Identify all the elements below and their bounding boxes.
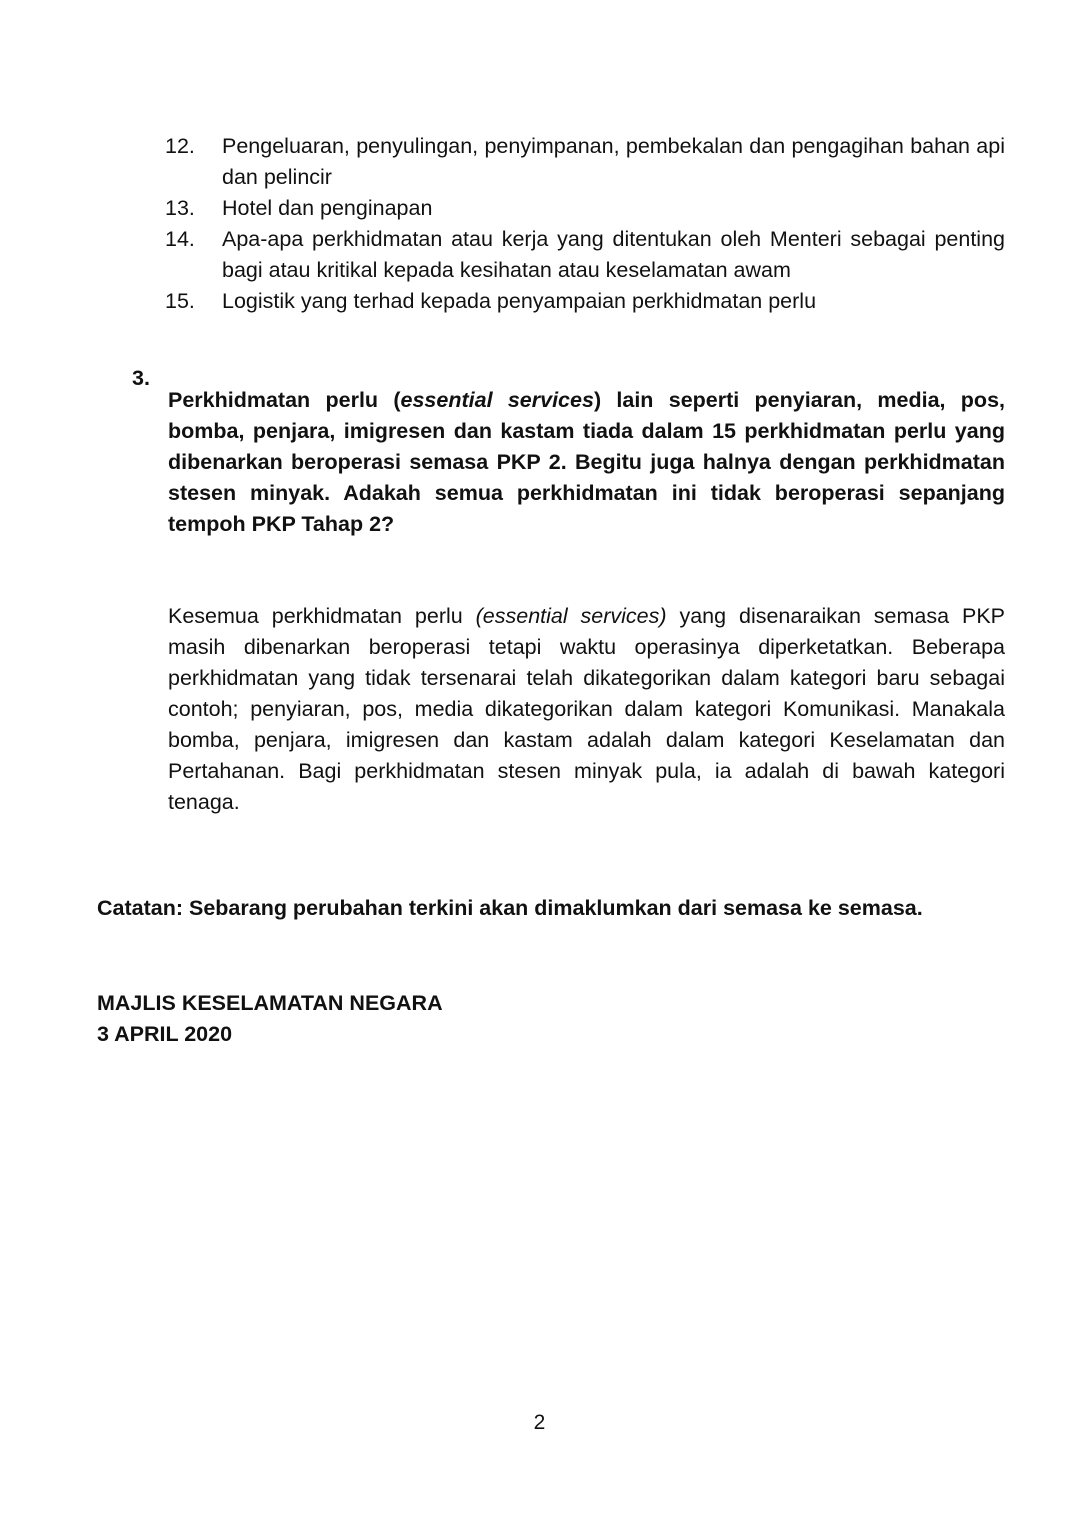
answer-text-part2: yang disenaraikan semasa PKP masih dibenarkan beroperasi tetapi waktu operasinya diperketatkan. Beberapa perkhidmatan yang tidak tersenarai telah dikategorikan dalam kategori baru sebagai contoh; penyiaran, pos, media dikategorikan dalam kategori Komunikasi. Manakala bomba, penjara, imigresen dan kastam adalah dalam kategori Keselamatan dan Pertahanan. Bagi perkhidmatan stesen minyak pula, ia adalah di bawah kategori tenaga. <box>168 604 1006 814</box>
answer-paragraph <box>168 601 1005 818</box>
question-text-part2: ) lain seperti penyiaran, media, pos, bomba, penjara, imigresen dan kastam tiada dalam 15 perkhidmatan perlu yang dibenarkan beroperasi semasa PKP 2. Begitu juga halnya dengan perkhidmatan stesen minyak. Adakah semua perkhidmatan ini tidak beroperasi sepanjang tempoh PKP Tahap 2? <box>168 387 1005 536</box>
question-text-part1: Perkhidmatan perlu ( <box>168 387 401 412</box>
list-item-number: 12. <box>165 134 195 158</box>
page-number: 2 <box>533 1411 546 1434</box>
list-item-number: 13. <box>165 196 195 220</box>
list-item-number: 15. <box>165 289 195 313</box>
list-item-text: Logistik yang terhad kepada penyampaian perkhidmatan perlu <box>222 289 817 313</box>
signature-date: 3 APRIL 2020 <box>97 1022 233 1046</box>
list-item-text: Pengeluaran, penyulingan, penyimpanan, pembekalan dan pengagihan bahan api dan pelincir <box>222 134 1005 189</box>
question-number: 3. <box>132 366 150 390</box>
list-item-text: Apa-apa perkhidmatan atau kerja yang ditentukan oleh Menteri sebagai penting bagi atau kritikal kepada kesihatan atau keselamatan awam <box>222 227 1005 282</box>
list-item <box>97 224 1005 286</box>
note-text: Catatan: Sebarang perubahan terkini akan dimaklumkan dari semasa ke semasa. <box>97 896 923 920</box>
answer-italic-term: (essential services) <box>475 604 667 628</box>
answer-text-part1: Kesemua perkhidmatan perlu <box>168 604 476 628</box>
list-item-number: 14. <box>165 227 195 251</box>
question-italic-term: essential services <box>400 387 594 412</box>
question-text <box>168 385 1005 540</box>
list-item <box>97 193 1005 224</box>
signature-block <box>97 988 1005 1050</box>
signature-organisation: MAJLIS KESELAMATAN NEGARA <box>97 991 443 1015</box>
essential-services-list <box>97 131 1005 317</box>
list-item <box>97 286 1005 317</box>
page-content <box>97 131 1005 1050</box>
list-item-text: Hotel dan penginapan <box>222 196 433 220</box>
question-block <box>97 363 1005 561</box>
list-item <box>97 131 1005 193</box>
